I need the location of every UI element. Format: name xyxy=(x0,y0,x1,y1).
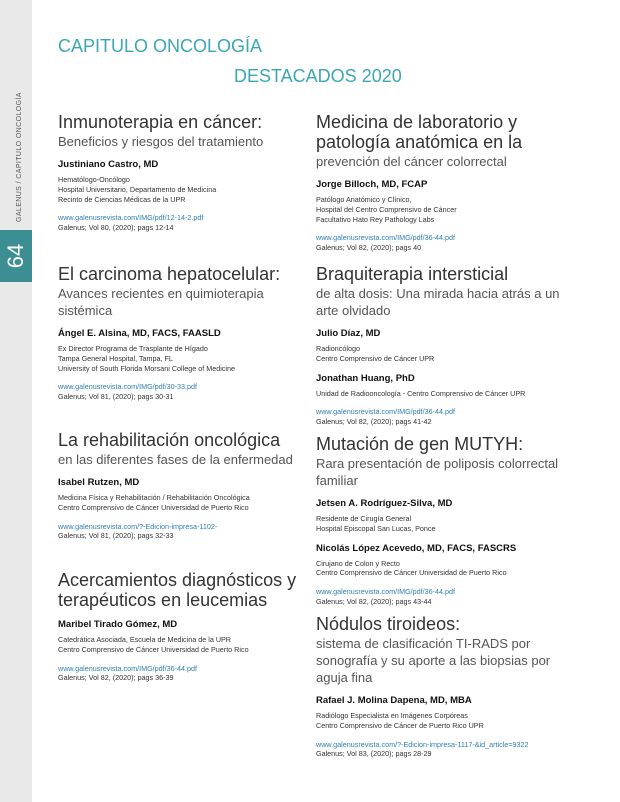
page-number-box xyxy=(0,230,32,282)
article-subtitle: de alta dosis: Una mirada hacia atrás a un arte olvidado xyxy=(316,286,560,318)
author-name: Isabel Rutzen, MD xyxy=(58,477,140,488)
article-hepatocellular xyxy=(58,264,308,402)
article-title: Medicina de laboratorio y patología anatómica en la xyxy=(316,112,523,152)
author-name: Ángel E. Alsina, MD, FACS, FAASLD xyxy=(58,328,221,339)
article-subtitle: Rara presentación de poliposis colorrectal familiar xyxy=(316,456,559,488)
article-citation: Galenus; Vol 80, (2020); pags 12-14 xyxy=(58,223,174,233)
article-link[interactable]: www.galenusrevista.com/IMG/pdf/36-44.pdf xyxy=(58,663,198,673)
article-link[interactable]: www.galenusrevista.com/IMG/pdf/36-44.pdf xyxy=(316,233,456,243)
author-affiliation: Radiólogo Especialista en Imágenes Corpóreas Centro Comprensivo de Cáncer de Puerto Rico UPR xyxy=(316,711,484,730)
author-affiliation: Hematólogo-Oncólogo Hospital Universitario, Departamento de Medicina Recinto de Ciencias Médicas de la UPR xyxy=(58,175,217,204)
article-citation: Galenus; Vol 82, (2020); pags 41-42 xyxy=(316,417,432,427)
article-link[interactable]: www.galenusrevista.com/?-Edicion-impresa-1117-&id_article=9322 xyxy=(316,739,529,749)
author-name: Jonathan Huang, PhD xyxy=(316,372,415,384)
author-name: Maribel Tirado Gómez, MD xyxy=(58,619,178,630)
article-title: Acercamientos diagnósticos y terapéuticos en leucemias xyxy=(58,570,297,610)
article-link[interactable]: www.galenusrevista.com/IMG/pdf/30-33.pdf xyxy=(58,382,198,392)
author-name: Justiniano Castro, MD xyxy=(58,159,159,170)
author-affiliation: Cirujano de Colon y Recto Centro Comprensivo de Cáncer Universidad de Puerto Rico xyxy=(316,558,507,578)
article-citation: Galenus; Vol 82, (2020); pags 36-39 xyxy=(58,673,174,683)
article-title: El carcinoma hepatocelular: xyxy=(58,264,281,284)
article-subtitle: prevención del cáncer colorrectal xyxy=(316,154,507,169)
running-head: GALENUS / CAPITULO ONCOLOGÍA xyxy=(16,92,23,222)
author-affiliation: Radioncólogo Centro Comprensivo de Cáncer UPR xyxy=(316,344,435,363)
article-citation: Galenus; Vol 82, (2020); pags 43-44 xyxy=(316,596,432,606)
article-link[interactable]: www.galenusrevista.com/IMG/pdf/36-44.pdf xyxy=(316,587,456,597)
article-citation: Galenus; Vol 83, (2020); pags 28-29 xyxy=(316,749,432,759)
article-subtitle: Avances recientes en quimioterapia sistémica xyxy=(58,286,264,318)
article-title: La rehabilitación oncológica xyxy=(58,430,281,450)
article-citation: Galenus; Vol 82, (2020); pags 40 xyxy=(316,243,422,253)
article-leukemia xyxy=(58,570,308,683)
article-thyroid xyxy=(316,614,568,759)
article-rehabilitation xyxy=(58,430,308,541)
article-brachytherapy xyxy=(316,264,568,427)
author-affiliation: Patólogo Anatómico y Clínico, Hospital del Centro Comprensivo de Cáncer Facultativo Hato Rey Pathology Labs xyxy=(316,195,457,224)
section-title: DESTACADOS 2020 xyxy=(234,66,402,86)
page-number: 64 xyxy=(2,243,28,269)
author-affiliation: Unidad de Radiooncología - Centro Comprensivo de Cáncer UPR xyxy=(316,388,526,398)
article-mutyh xyxy=(316,434,568,607)
author-name: Jorge Billoch, MD, FCAP xyxy=(316,179,428,190)
author-affiliation: Medicina Física y Rehabilitación / Rehabilitación Oncológica Centro Comprensivo de Cáncer Universidad de Puerto Rico xyxy=(58,493,250,512)
article-link[interactable]: www.galenusrevista.com/IMG/pdf/12-14-2.pdf xyxy=(58,213,204,223)
article-citation: Galenus; Vol 81, (2020); pags 32-33 xyxy=(58,531,174,541)
author-name: Julio Díaz, MD xyxy=(316,328,381,339)
article-title: Inmunoterapia en cáncer: xyxy=(58,112,263,132)
article-title: Braquiterapia intersticial xyxy=(316,264,509,284)
article-subtitle: sistema de clasificación TI-RADS por sonografía y su aporte a las biopsias por aguja fina xyxy=(316,636,551,685)
article-link[interactable]: www.galenusrevista.com/IMG/pdf/36-44.pdf xyxy=(316,407,456,417)
chapter-title: CAPITULO ONCOLOGÍA xyxy=(58,36,263,56)
article-laboratory xyxy=(316,112,568,253)
article-immunotherapy xyxy=(58,112,308,233)
article-citation: Galenus; Vol 81, (2020); pags 30-31 xyxy=(58,392,174,402)
author-name: Nicolás López Acevedo, MD, FACS, FASCRS xyxy=(316,542,517,554)
article-title: Nódulos tiroideos: xyxy=(316,614,461,634)
author-name: Jetsen A. Rodríguez-Silva, MD xyxy=(316,498,453,509)
article-title: Mutación de gen MUTYH: xyxy=(316,434,524,454)
author-affiliation: Residente de Cirugía General Hospital Episcopal San Lucas, Ponce xyxy=(316,514,436,533)
author-name: Rafael J. Molina Dapena, MD, MBA xyxy=(316,695,472,706)
author-affiliation: Ex Director Programa de Trasplante de Hígado Tampa General Hospital, Tampa, FL University of South Florida Morsani College of Medicine xyxy=(58,344,235,373)
author-affiliation: Catedrática Asociada, Escuela de Medicina de la UPR Centro Comprensivo de Cáncer Universidad de Puerto Rico xyxy=(58,635,249,654)
article-subtitle: Beneficios y riesgos del tratamiento xyxy=(58,134,264,149)
article-link[interactable]: www.galenusrevista.com/?-Edicion-impresa-1102- xyxy=(58,521,218,531)
article-subtitle: en las diferentes fases de la enfermedad xyxy=(58,452,293,467)
